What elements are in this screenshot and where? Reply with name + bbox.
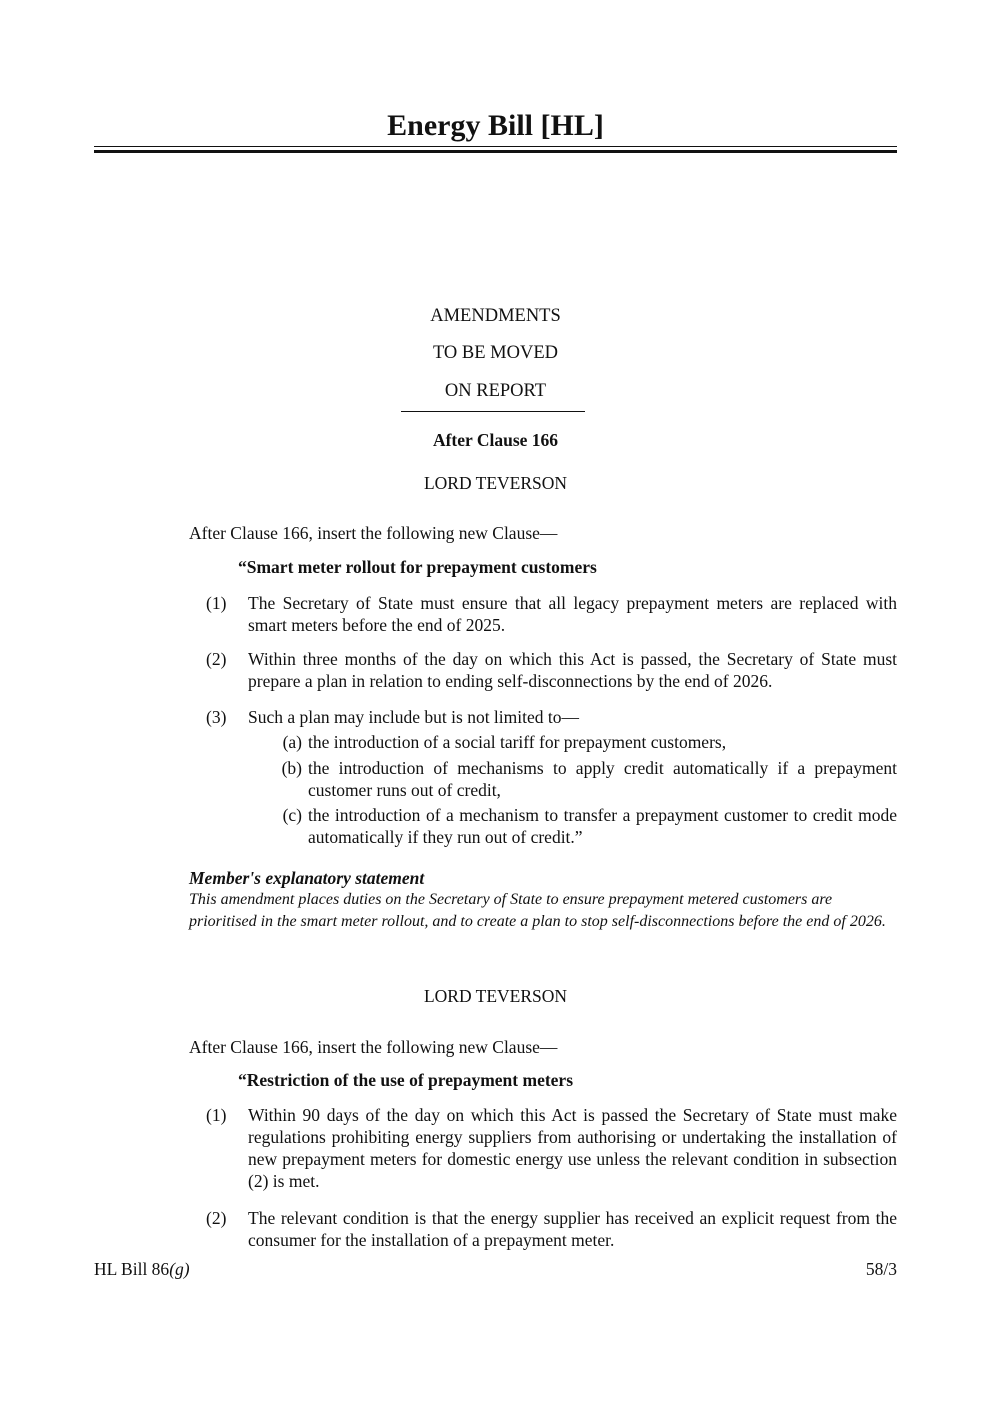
paragraph-text: the introduction of a mechanism to transfer a prepayment customer to credit mode automatically if they run out of credit.” <box>308 805 897 847</box>
header-divider <box>401 411 585 412</box>
paragraph-letter: (a) <box>282 732 302 752</box>
footer-bill-reference <box>94 1258 190 1280</box>
subsection-text: The relevant condition is that the energy supplier has received an explicit request from the consumer for the installation of a prepayment meter. <box>248 1208 897 1250</box>
title-rule-thick <box>94 150 897 153</box>
explanatory-statement-text: This amendment places duties on the Secretary of State to ensure prepayment metered customers are prioritised in the smart meter rollout, and to create a plan to stop self-disconnections before the end of 2026. <box>189 891 886 930</box>
header-line-on-report: ON REPORT <box>444 381 547 401</box>
paragraph-text: the introduction of mechanisms to apply credit automatically if a prepayment customer runs out of credit, <box>308 758 897 800</box>
bill-ref: HL Bill 86 <box>94 1259 170 1279</box>
subsection-number: (3) <box>206 707 227 727</box>
paragraph-text: the introduction of a social tariff for prepayment customers, <box>308 732 727 752</box>
subsection-text: Such a plan may include but is not limited to— <box>248 707 579 727</box>
subsection-number: (2) <box>206 649 227 669</box>
bill-suffix: (g) <box>169 1259 190 1279</box>
subsection-text: Within 90 days of the day on which this Act is passed the Secretary of State must make regulations prohibiting energy suppliers from authorising or undertaking the installation of new prepayment meters for domestic energy use unless the relevant condition in subsection (2) is met. <box>248 1105 897 1191</box>
mover-name: LORD TEVERSON <box>423 473 568 493</box>
amendment-instruction: After Clause 166, insert the following new Clause— <box>189 523 558 543</box>
section-heading: After Clause 166 <box>432 430 559 450</box>
document-title: Energy Bill [HL] <box>387 109 604 142</box>
clause-title: “Restriction of the use of prepayment meters <box>238 1070 574 1090</box>
footer-page-reference: 58/3 <box>865 1259 897 1279</box>
subsection-number: (1) <box>206 1105 227 1125</box>
subsection-text: Within three months of the day on which this Act is passed, the Secretary of State must prepare a plan in relation to ending self-disconnections by the end of 2026. <box>248 649 897 691</box>
paragraph-letter: (b) <box>281 758 302 778</box>
amendment-instruction: After Clause 166, insert the following new Clause— <box>189 1037 558 1057</box>
explanatory-statement-title: Member's explanatory statement <box>189 868 425 888</box>
mover-name: LORD TEVERSON <box>423 986 568 1006</box>
subsection-number: (1) <box>206 593 227 613</box>
header-line-to-be-moved: TO BE MOVED <box>432 343 559 363</box>
header-line-amendments: AMENDMENTS <box>430 306 561 326</box>
subsection-text: The Secretary of State must ensure that all legacy prepayment meters are replaced with smart meters before the end of 2025. <box>248 593 897 635</box>
clause-title: “Smart meter rollout for prepayment customers <box>238 557 597 577</box>
title-rule-thin <box>94 146 897 147</box>
paragraph-letter: (c) <box>282 805 302 825</box>
subsection-number: (2) <box>206 1208 227 1228</box>
